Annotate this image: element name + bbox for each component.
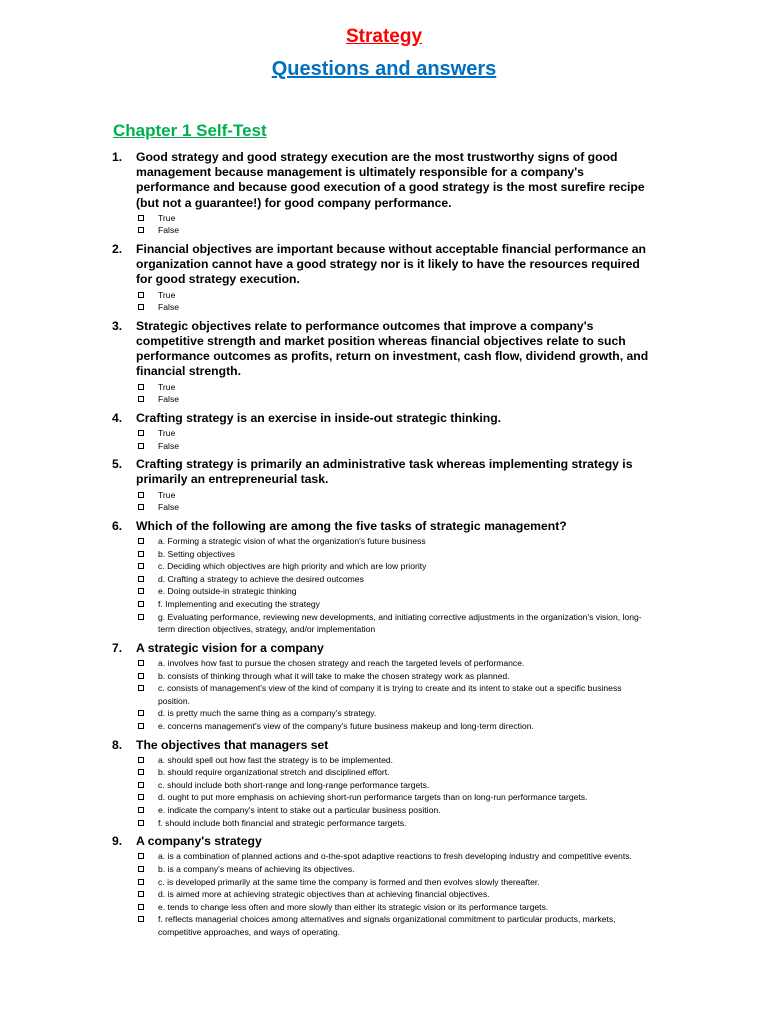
checkbox-icon[interactable] [138,891,144,897]
checkbox-icon[interactable] [138,866,144,872]
answer-option[interactable] [136,791,656,804]
question-item [0,519,768,636]
answer-option-label: c. is developed primarily at the same time the company is formed and then evolves slowly thereafter. [158,876,540,887]
question-text: The objectives that managers set [136,737,329,752]
answer-option-label: True [158,289,176,300]
checkbox-icon[interactable] [138,710,144,716]
checkbox-icon[interactable] [138,769,144,775]
question-item [0,641,768,733]
answer-option[interactable] [136,212,656,225]
answer-options [136,535,656,636]
checkbox-icon[interactable] [138,304,144,310]
answer-option[interactable] [136,598,656,611]
answer-option-label: c. Deciding which objectives are high priority and which are low priority [158,561,427,572]
question-text: A company's strategy [136,834,262,849]
answer-option-label: e. Doing outside-in strategic thinking [158,586,297,597]
question-item [0,150,768,237]
question-item [0,834,768,938]
answer-option[interactable] [136,913,656,938]
answer-option[interactable] [136,289,656,302]
checkbox-icon[interactable] [138,879,144,885]
answer-option[interactable] [136,863,656,876]
question-text: Crafting strategy is an exercise in inside-out strategic thinking. [136,410,502,425]
question-number: 5. [112,457,123,472]
document-subtitle: Questions and answers [271,58,497,80]
answer-option-label: c. should include both short-range and long-range performance targets. [158,779,430,790]
checkbox-icon[interactable] [138,504,144,510]
answer-option-label: d. is aimed more at achieving strategic objectives than at achieving financial objectives. [158,889,490,900]
checkbox-icon[interactable] [138,723,144,729]
answer-option-label: e. concerns management's view of the company's future business makeup and long-term direction. [158,720,534,731]
answer-option[interactable] [136,427,656,440]
answer-option[interactable] [136,573,656,586]
question-number: 2. [112,242,123,256]
checkbox-icon[interactable] [138,563,144,569]
checkbox-icon[interactable] [138,660,144,666]
question-text: Which of the following are among the five tasks of strategic management? [136,518,567,533]
checkbox-icon[interactable] [138,292,144,298]
answer-option-label: False [158,225,180,236]
checkbox-icon[interactable] [138,673,144,679]
answer-option[interactable] [136,585,656,598]
checkbox-icon[interactable] [138,215,144,221]
answer-option-label: g. Evaluating performance, reviewing new developments, and initiating corrective adjustments in the organization's vision, long-term direction objectives, strategy, and/or implementation [158,611,642,635]
answer-option-label: b. Setting objectives [158,548,235,559]
question-list [0,150,768,944]
checkbox-icon[interactable] [138,757,144,763]
answer-option-label: f. Implementing and executing the strategy [158,598,320,609]
checkbox-icon[interactable] [138,685,144,691]
checkbox-icon[interactable] [138,601,144,607]
answer-option-label: False [158,394,180,405]
answer-option-label: f. should include both financial and strategic performance targets. [158,817,407,828]
answer-option-label: b. consists of thinking through what it will take to make the chosen strategy work as planned. [158,670,510,681]
answer-option[interactable] [136,224,656,237]
question-item [0,411,768,452]
answer-option[interactable] [136,489,656,502]
checkbox-icon[interactable] [138,614,144,620]
answer-option[interactable] [136,560,656,573]
answer-option-label: True [158,489,176,500]
answer-option-label: e. tends to change less often and more slowly than either its strategic vision or its performance targets. [158,901,549,912]
question-number: 3. [112,318,123,333]
answer-option[interactable] [136,901,656,914]
question-item [0,738,768,830]
answer-option[interactable] [136,804,656,817]
answer-option[interactable] [136,501,656,514]
answer-option[interactable] [136,611,656,636]
answer-options [136,850,656,938]
question-text: Good strategy and good strategy execution are the most trustworthy signs of good management because management is ultimately responsible for a company's performance and because good execution of a good strategy is the most surefire recipe (but not a guarantee!) for good company performance. [136,150,645,210]
answer-options [136,754,656,830]
answer-option[interactable] [136,381,656,394]
checkbox-icon[interactable] [138,227,144,233]
checkbox-icon[interactable] [138,492,144,498]
checkbox-icon[interactable] [138,807,144,813]
checkbox-icon[interactable] [138,820,144,826]
question-text: Crafting strategy is primarily an administrative task whereas implementing strategy is primarily an entrepreneurial task. [136,457,633,487]
question-text: A strategic vision for a company [136,640,324,655]
question-number: 7. [112,640,123,655]
answer-option[interactable] [136,766,656,779]
answer-option[interactable] [136,779,656,792]
answer-option-label: a. should spell out how fast the strategy is to be implemented. [158,754,394,765]
answer-option[interactable] [136,850,656,863]
answer-option[interactable] [136,301,656,314]
answer-option[interactable] [136,440,656,453]
answer-option-label: b. is a company's means of achieving its objectives. [158,864,355,875]
answer-options [136,289,656,314]
checkbox-icon[interactable] [138,904,144,910]
checkbox-icon[interactable] [138,538,144,544]
answer-option[interactable] [136,888,656,901]
question-text: Strategic objectives relate to performance outcomes that improve a company's competitive strength and market position whereas financial objectives relate to such performance outcomes as profits, return on investment, cash flow, dividend growth, and financial strength. [136,318,649,379]
question-item [0,457,768,514]
question-number: 6. [112,518,123,533]
checkbox-icon[interactable] [138,396,144,402]
checkbox-icon[interactable] [138,443,144,449]
answer-option[interactable] [136,876,656,889]
answer-option-label: False [158,440,180,451]
checkbox-icon[interactable] [138,588,144,594]
answer-option-label: d. ought to put more emphasis on achieving short-run performance targets than on long-run performance targets. [158,792,588,803]
answer-option[interactable] [136,817,656,830]
answer-option[interactable] [136,670,656,683]
document-title: Strategy [345,26,423,47]
question-text: Financial objectives are important because without acceptable financial performance an organization cannot have a good strategy nor is it likely to have the resources required for good strategy execution. [136,242,646,287]
checkbox-icon[interactable] [138,794,144,800]
answer-option[interactable] [136,393,656,406]
checkbox-icon[interactable] [138,916,144,922]
question-item [0,242,768,314]
answer-option-label: b. should require organizational stretch and disciplined effort. [158,767,390,778]
checkbox-icon[interactable] [138,551,144,557]
answer-option-label: a. Forming a strategic vision of what the organization's future business [158,535,426,546]
answer-option-label: a. is a combination of planned actions and o-the-spot adaptive reactions to fresh developing industry and competitive events. [158,851,632,862]
answer-options [136,489,656,514]
answer-options [136,381,656,406]
answer-option-label: True [158,428,176,438]
answer-option-label: d. Crafting a strategy to achieve the desired outcomes [158,573,364,584]
checkbox-icon[interactable] [138,576,144,582]
answer-options [136,657,656,733]
answer-option-label: False [158,502,180,513]
answer-option-label: c. consists of management's view of the kind of company it is trying to create and its intent to stake out a specific business position. [158,683,622,706]
question-item [0,319,768,406]
answer-options [136,427,656,452]
answer-option-label: True [158,212,176,223]
question-number: 1. [112,150,123,164]
question-number: 9. [112,834,123,849]
answer-option[interactable] [136,657,656,670]
checkbox-icon[interactable] [138,853,144,859]
answer-option-label: True [158,381,176,392]
checkbox-icon[interactable] [138,782,144,788]
question-number: 8. [112,737,123,752]
answer-option-label: a. involves how fast to pursue the chosen strategy and reach the targeted levels of performance. [158,657,525,668]
answer-option[interactable] [136,548,656,561]
question-number: 4. [112,410,123,425]
checkbox-icon[interactable] [138,384,144,390]
answer-option[interactable] [136,707,656,720]
answer-option-label: d. is pretty much the same thing as a company's strategy. [158,708,377,719]
answer-option-label: False [158,302,180,313]
answer-option-label: e. indicate the company's intent to stake out a particular business position. [158,805,441,816]
answer-option[interactable] [136,754,656,767]
chapter-heading: Chapter 1 Self-Test [113,121,267,140]
answer-option[interactable] [136,535,656,548]
answer-option-label: f. reflects managerial choices among alternatives and signals organizational commitment to particular products, markets, competitive approaches, and ways of operating. [158,914,616,938]
answer-options [136,212,656,237]
checkbox-icon[interactable] [138,430,144,436]
answer-option[interactable] [136,720,656,733]
answer-option[interactable] [136,682,656,707]
